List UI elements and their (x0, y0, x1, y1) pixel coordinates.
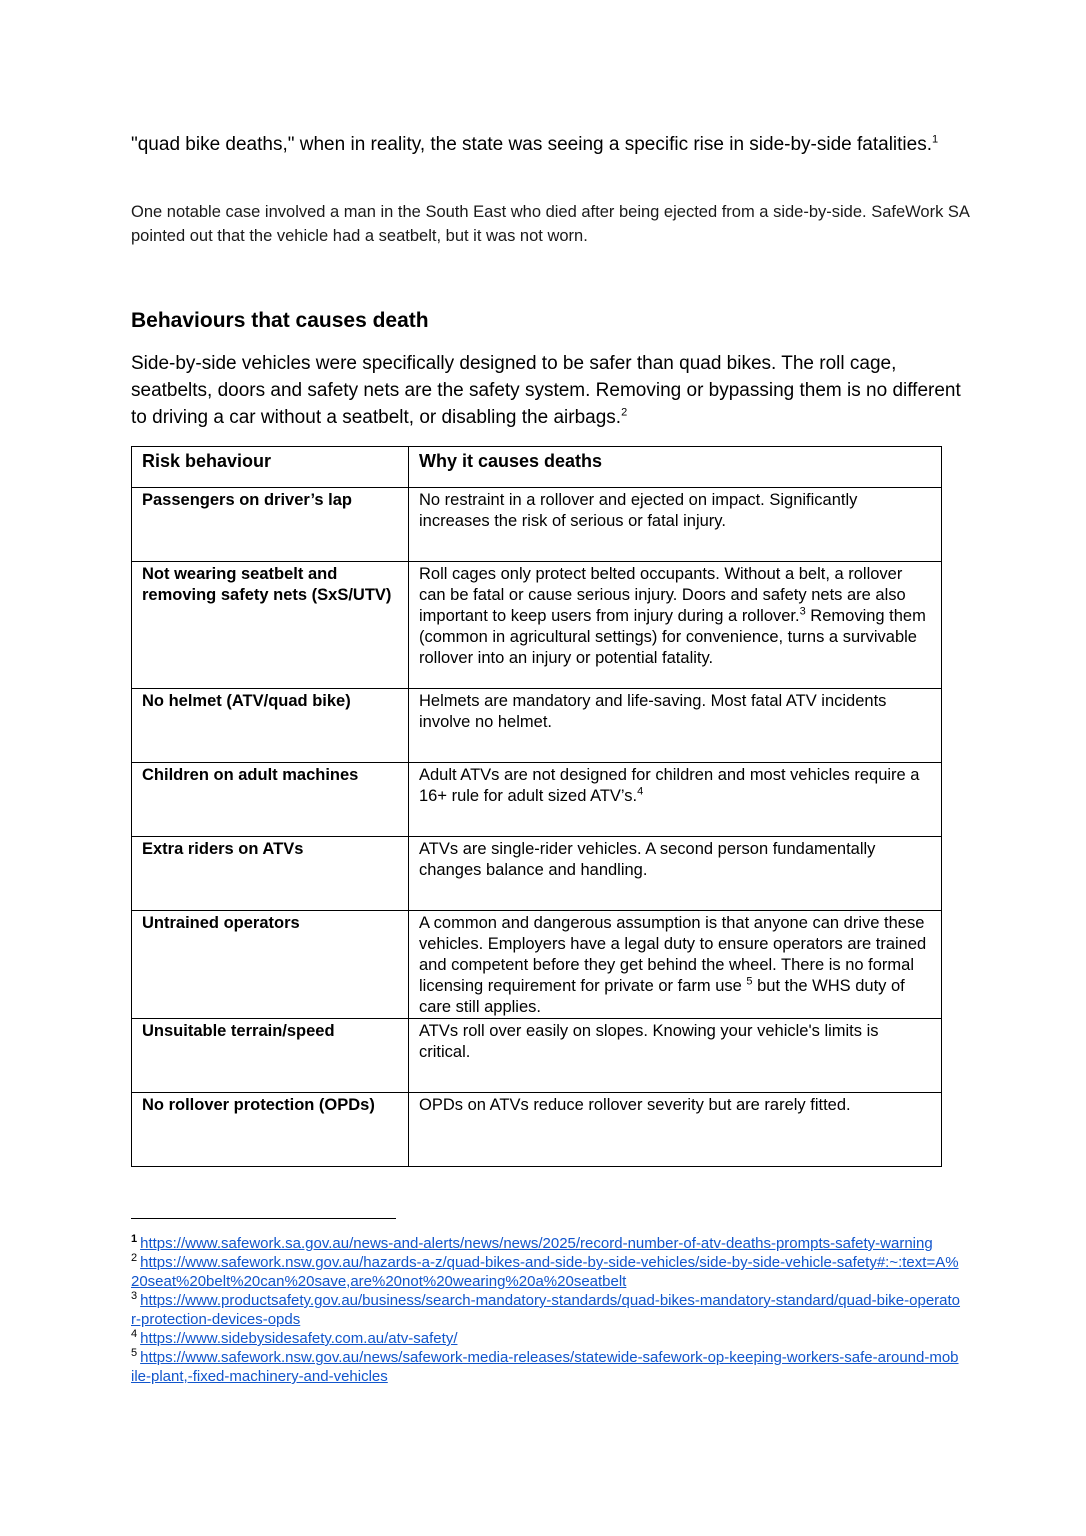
footnote-number: 5 (131, 1347, 138, 1359)
reason-cell: ATVs are single-rider vehicles. A second person fundamentally changes balance and handling. (409, 837, 942, 911)
section-paragraph (131, 350, 961, 431)
table-row (132, 837, 942, 911)
section-paragraph-text: Side-by-side vehicles were specifically designed to be safer than quad bikes. The roll cage, seatbelts, doors and safety nets are the safety system. Removing or bypassing them is no different to driving a car without a seatbelt, or disabling the airbags. (131, 353, 961, 428)
footnote-ref-1[interactable]: 1 (932, 133, 939, 146)
intro-paragraph-2: One notable case involved a man in the South East who died after being ejected from a side-by-side. SafeWork SA pointed out that the vehicle had a seatbelt, but it was not worn. (131, 203, 970, 245)
footnote-item (131, 1291, 961, 1329)
reason-text-part: Removing them (common in agricultural settings) for convenience, turns a survivable rollover into an injury or potential fatality. (419, 607, 926, 667)
risk-behaviour-table (131, 446, 942, 1167)
risk-behaviour-cell: Untrained operators (132, 911, 409, 1019)
footnote-link[interactable]: https://www.safework.sa.gov.au/news-and-alerts/news/news/2025/record-number-of-atv-deaths-prompts-safety-warning (140, 1235, 933, 1252)
footnote-number: 2 (131, 1252, 138, 1264)
footnote-ref-2[interactable]: 2 (621, 406, 628, 419)
footnote-number: 1 (131, 1233, 138, 1245)
risk-behaviour-cell: Unsuitable terrain/speed (132, 1019, 409, 1093)
footnote-ref-4[interactable]: 4 (637, 785, 644, 798)
table-row (132, 1093, 942, 1167)
reason-cell (409, 911, 942, 1019)
footnote-item (131, 1253, 961, 1291)
footnote-item (131, 1234, 961, 1253)
table-row (132, 1019, 942, 1093)
reason-cell (409, 763, 942, 837)
footnote-ref-3[interactable]: 3 (799, 605, 806, 618)
footnote-divider (131, 1218, 396, 1219)
section-heading: Behaviours that causes death (131, 309, 429, 332)
reason-text-part: Roll cages only protect belted occupants. Without a belt, a rollover can be fatal or cause serious injury. Doors and safety nets are also important to keep users from injury during a rollover. (419, 565, 906, 625)
reason-text-part: but the WHS duty of care still applies. (419, 977, 905, 1016)
table-row (132, 763, 942, 837)
footnote-item (131, 1348, 961, 1386)
table-row (132, 562, 942, 689)
table-row (132, 689, 942, 763)
intro-paragraph-1-text: "quad bike deaths," when in reality, the state was seeing a specific rise in side-by-side fatalities. (131, 134, 932, 155)
table-header-row (132, 447, 942, 488)
footnote-number: 4 (131, 1328, 138, 1340)
footnote-link[interactable]: https://www.productsafety.gov.au/business/search-mandatory-standards/quad-bikes-mandatory-standard/quad-bike-operator-protection-devices-opds (131, 1292, 961, 1328)
risk-behaviour-cell: No helmet (ATV/quad bike) (132, 689, 409, 763)
risk-behaviour-cell: Children on adult machines (132, 763, 409, 837)
reason-text-part: Adult ATVs are not designed for children and most vehicles require a 16+ rule for adult sized ATV’s. (419, 766, 920, 805)
header-risk-behaviour: Risk behaviour (132, 447, 409, 488)
risk-behaviour-cell: Extra riders on ATVs (132, 837, 409, 911)
footnote-link[interactable]: https://www.safework.nsw.gov.au/news/safework-media-releases/statewide-safework-op-keeping-workers-safe-around-mobile-plant,-fixed-machinery-and-vehicles (131, 1349, 959, 1385)
reason-text-part: A common and dangerous assumption is that anyone can drive these vehicles. Employers have a legal duty to ensure operators are trained and competent before they get behind the wheel. There is no formal licensing requirement for private or farm use (419, 914, 927, 995)
footnote-link[interactable]: https://www.sidebysidesafety.com.au/atv-safety/ (140, 1330, 458, 1347)
risk-behaviour-cell: Not wearing seatbelt and removing safety nets (SxS/UTV) (132, 562, 409, 689)
reason-cell: ATVs roll over easily on slopes. Knowing your vehicle's limits is critical. (409, 1019, 942, 1093)
header-why-it-causes-deaths: Why it causes deaths (409, 447, 942, 488)
footnotes-list (131, 1234, 961, 1386)
reason-cell: Helmets are mandatory and life-saving. Most fatal ATV incidents involve no helmet. (409, 689, 942, 763)
footnote-link[interactable]: https://www.safework.nsw.gov.au/hazards-a-z/quad-bikes-and-side-by-side-vehicles/side-by-side-vehicle-safety#:~:text=A%20seat%20belt%20can%20save,are%20not%20wearing%20a%20seatbelt (131, 1254, 959, 1290)
table-row (132, 911, 942, 1019)
footnote-ref-5[interactable]: 5 (746, 975, 753, 988)
footnote-number: 3 (131, 1290, 138, 1302)
reason-cell (409, 562, 942, 689)
intro-paragraph-1 (131, 131, 961, 158)
table-row (132, 488, 942, 562)
footnote-item (131, 1329, 961, 1348)
risk-behaviour-cell: No rollover protection (OPDs) (132, 1093, 409, 1167)
reason-cell: OPDs on ATVs reduce rollover severity but are rarely fitted. (409, 1093, 942, 1167)
risk-behaviour-cell: Passengers on driver’s lap (132, 488, 409, 562)
reason-cell: No restraint in a rollover and ejected on impact. Significantly increases the risk of serious or fatal injury. (409, 488, 942, 562)
